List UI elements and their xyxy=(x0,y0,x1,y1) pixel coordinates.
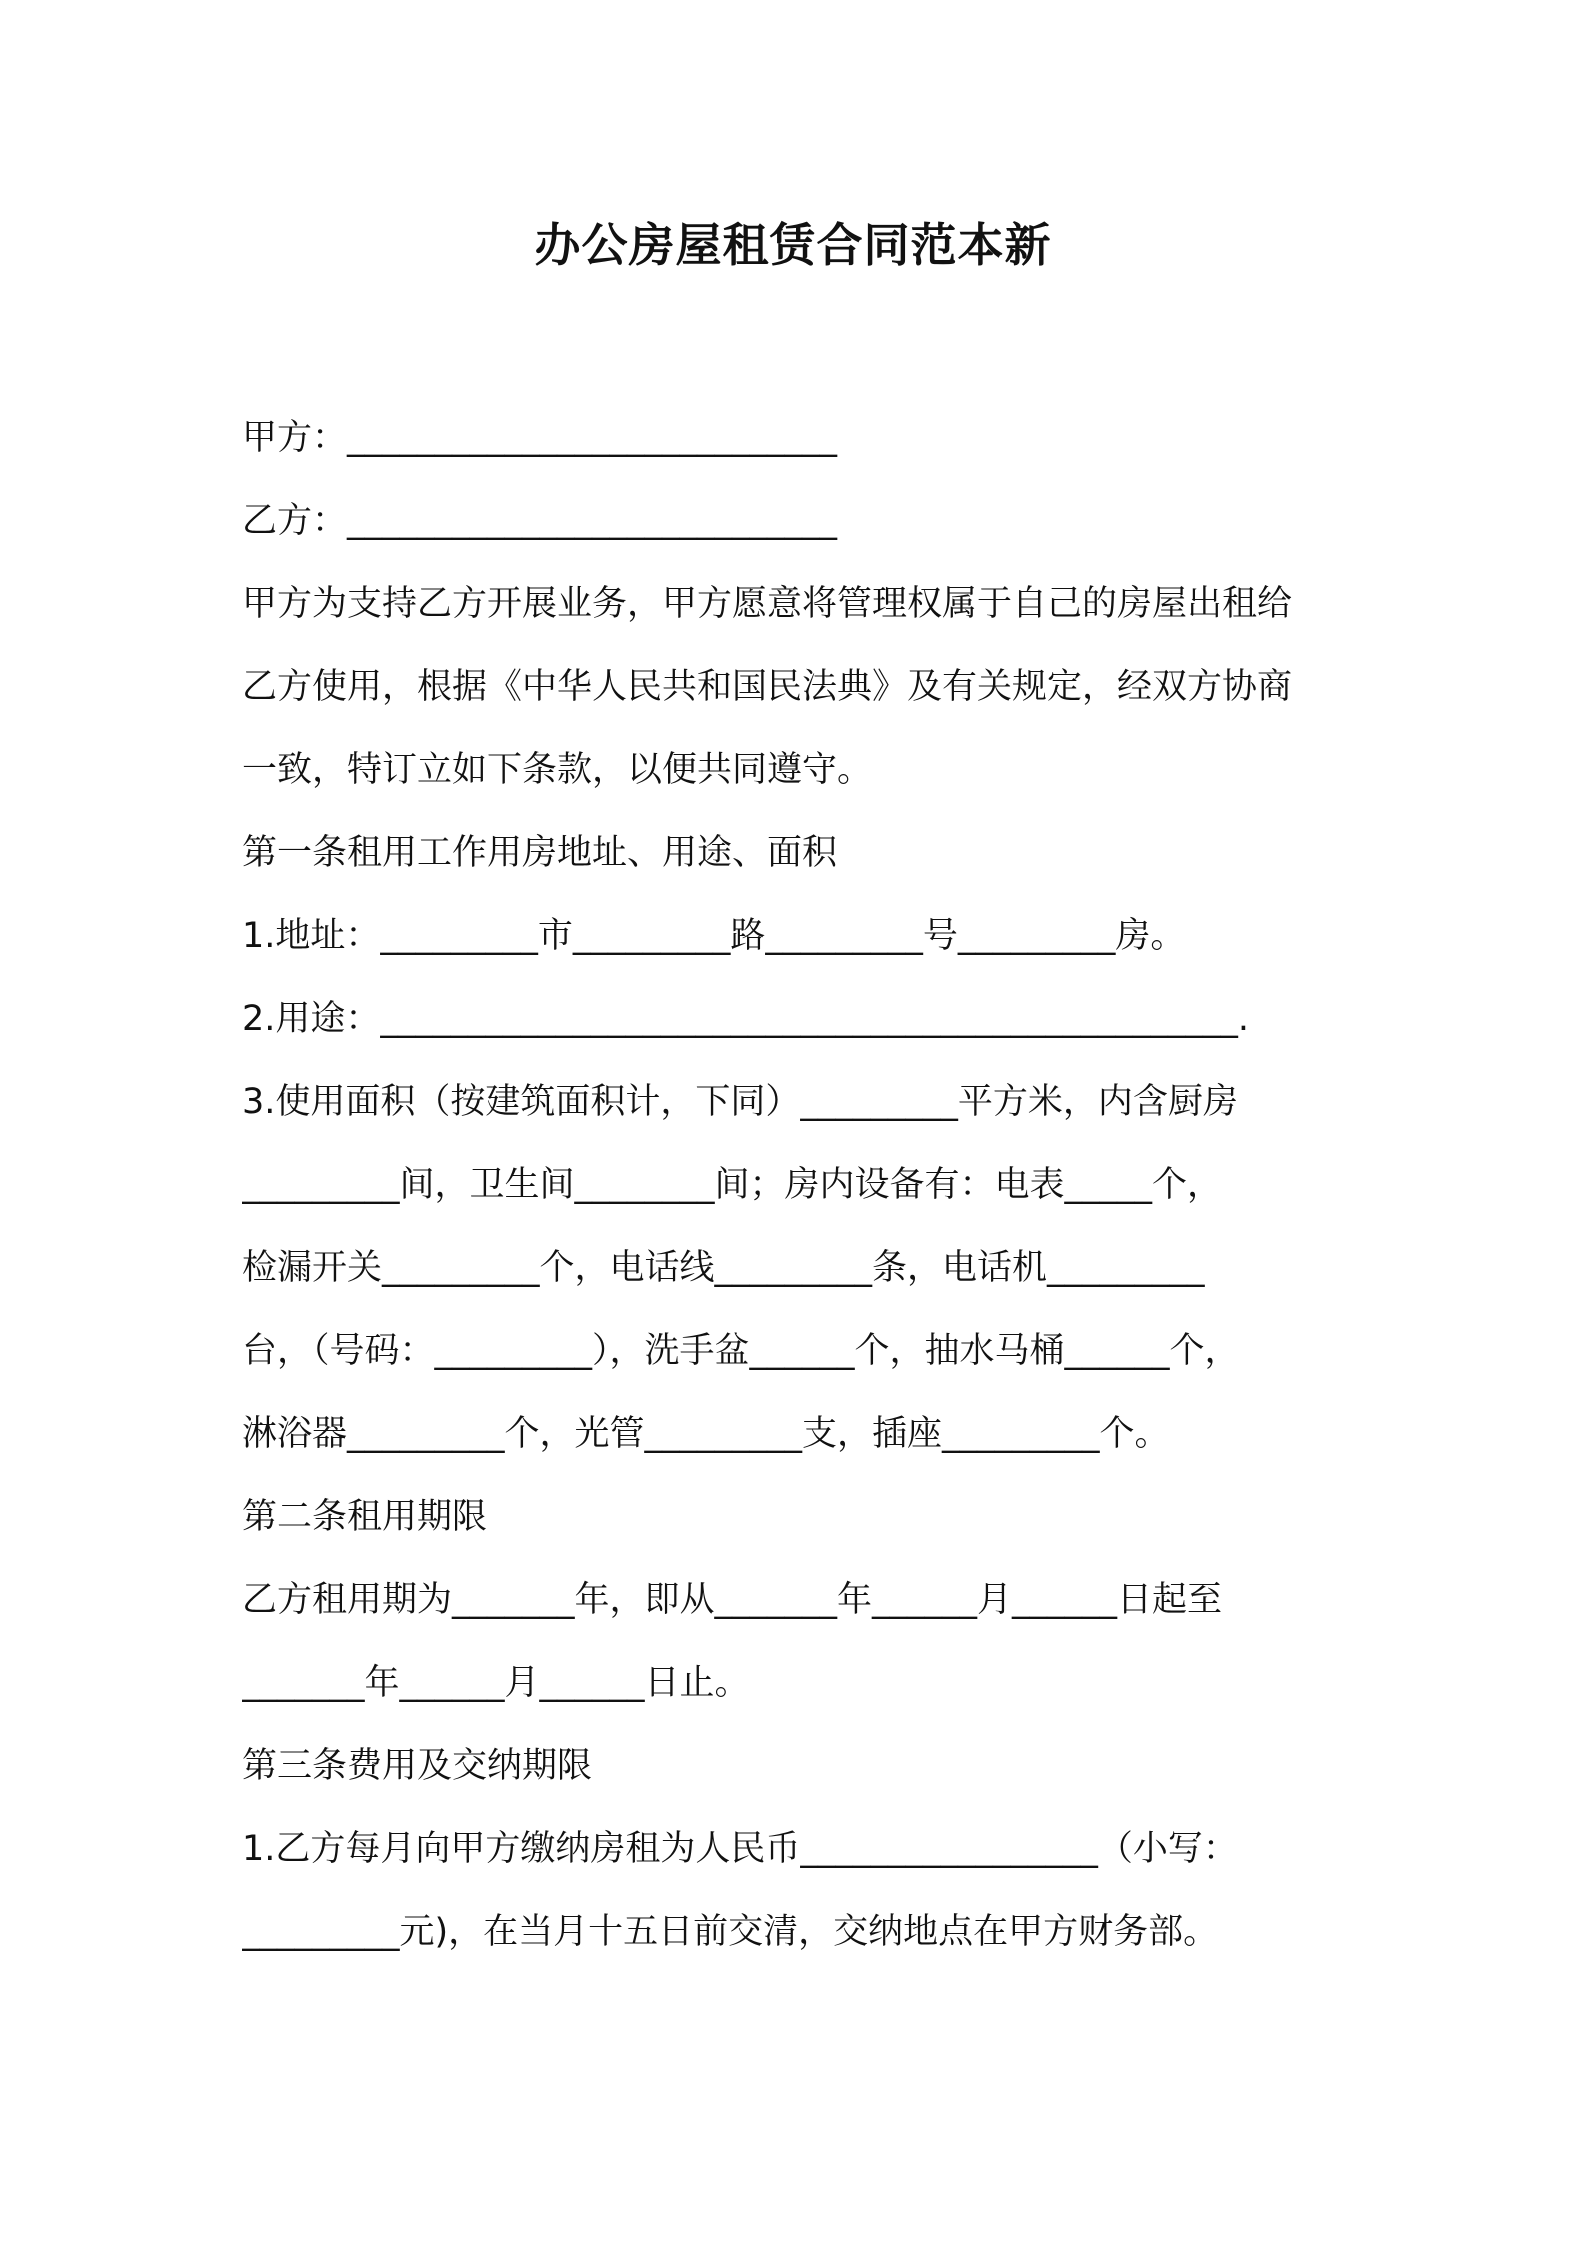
area-line-3: 检漏开关_________个，电话线_________条，电话机_________ xyxy=(242,1248,1205,1288)
party-a-line: 甲方：____________________________ xyxy=(242,418,838,458)
address-line: 1.地址：_________市_________路_________号_________房。 xyxy=(242,916,1186,956)
area-line-2: _________间，卫生间________间；房内设备有：电表_____个， xyxy=(242,1165,1223,1205)
rent-line-2: _________元)，在当月十五日前交清，交纳地点在甲方财务部。 xyxy=(242,1912,1219,1952)
area-line-5: 淋浴器_________个，光管_________支，插座_________个。 xyxy=(242,1414,1170,1454)
preamble-line-2: 乙方使用，根据《中华人民共和国民法典》及有关规定，经双方协商 xyxy=(242,667,1293,707)
purpose-line: 2.用途：_________________________________________________. xyxy=(242,999,1250,1039)
article-3-heading: 第三条费用及交纳期限 xyxy=(242,1746,593,1786)
term-line-1: 乙方租用期为_______年，即从_______年______月______日起至 xyxy=(242,1580,1223,1620)
area-line-4: 台，（号码：_________），洗手盆______个，抽水马桶______个， xyxy=(242,1331,1240,1371)
party-b-line: 乙方：____________________________ xyxy=(242,501,838,541)
document-body xyxy=(242,402,1362,1979)
document-title: 办公房屋租赁合同范本新 xyxy=(534,218,1052,272)
rent-line-1: 1.乙方每月向甲方缴纳房租为人民币_________________（小写： xyxy=(242,1829,1238,1869)
article-2-heading: 第二条租用期限 xyxy=(242,1497,488,1537)
preamble-line-1: 甲方为支持乙方开展业务，甲方愿意将管理权属于自己的房屋出租给 xyxy=(242,584,1293,624)
preamble-line-3: 一致，特订立如下条款，以便共同遵守。 xyxy=(242,750,873,790)
area-line-1: 3.使用面积（按建筑面积计，下同）_________平方米，内含厨房 xyxy=(242,1082,1238,1122)
article-1-heading: 第一条租用工作用房地址、用途、面积 xyxy=(242,833,838,873)
term-line-2: _______年______月______日止。 xyxy=(242,1663,750,1703)
